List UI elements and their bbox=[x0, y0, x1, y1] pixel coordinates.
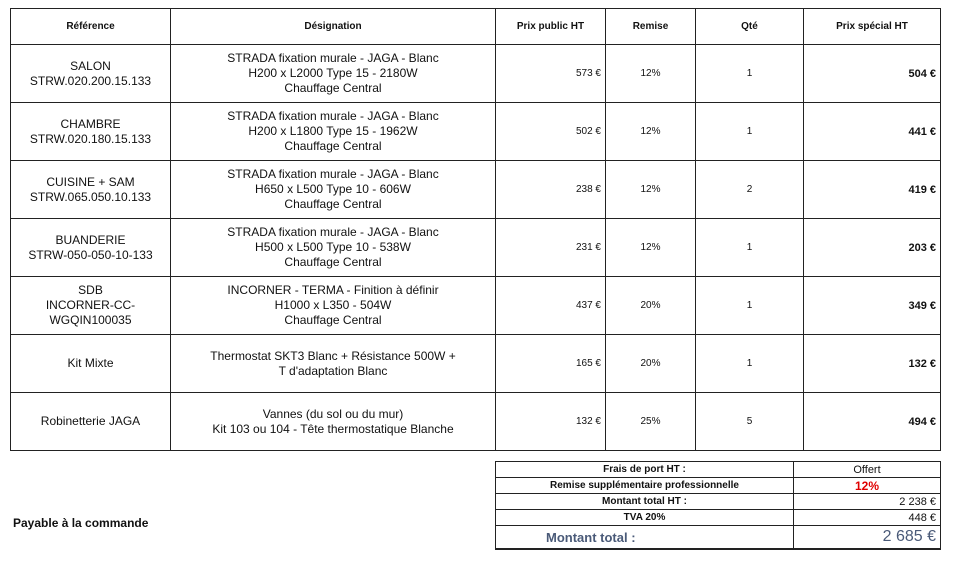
reference-cell-line: SDB bbox=[78, 283, 103, 297]
grand-total-row bbox=[496, 526, 941, 550]
special-price-cell: 504 € bbox=[804, 45, 941, 103]
extra-discount-value: 12% bbox=[794, 478, 941, 494]
totals-table bbox=[495, 461, 941, 550]
total-ht-label: Montant total HT : bbox=[496, 494, 794, 510]
reference-cell-line: INCORNER-CC- bbox=[45, 298, 136, 312]
vat-label: TVA 20% bbox=[496, 510, 794, 526]
qty-cell: 1 bbox=[696, 277, 804, 335]
table-row bbox=[11, 103, 941, 161]
table-row bbox=[11, 219, 941, 277]
designation-cell bbox=[171, 277, 496, 335]
header-qty: Qté bbox=[696, 9, 804, 45]
public-price-cell: 165 € bbox=[496, 335, 606, 393]
table-row bbox=[11, 277, 941, 335]
shipping-value: Offert bbox=[794, 462, 941, 478]
public-price-cell: 502 € bbox=[496, 103, 606, 161]
discount-cell: 20% bbox=[606, 335, 696, 393]
discount-cell: 12% bbox=[606, 103, 696, 161]
reference-cell bbox=[11, 161, 171, 219]
discount-cell: 12% bbox=[606, 45, 696, 103]
header-row bbox=[11, 9, 941, 45]
reference-cell-line: WGQIN100035 bbox=[49, 313, 132, 327]
designation-cell-line: H650 x L500 Type 10 - 606W bbox=[255, 182, 411, 196]
special-price-cell: 349 € bbox=[804, 277, 941, 335]
reference-cell-line: STRW.020.200.15.133 bbox=[29, 73, 152, 88]
designation-cell-line: H200 x L1800 Type 15 - 1962W bbox=[248, 124, 418, 138]
reference-cell-line: Kit Mixte bbox=[67, 356, 114, 370]
grand-total-label: Montant total : bbox=[496, 526, 794, 550]
vat-row bbox=[496, 510, 941, 526]
designation-cell bbox=[171, 103, 496, 161]
total-ht-value: 2 238 € bbox=[794, 494, 941, 510]
reference-cell bbox=[11, 103, 171, 161]
designation-cell-line: Chauffage Central bbox=[284, 255, 382, 269]
header-designation: Désignation bbox=[171, 9, 496, 45]
quote-body bbox=[11, 45, 941, 451]
qty-cell: 5 bbox=[696, 393, 804, 451]
payment-note: Payable à la commande bbox=[13, 516, 149, 530]
special-price-cell: 419 € bbox=[804, 161, 941, 219]
special-price-cell: 441 € bbox=[804, 103, 941, 161]
reference-cell-line: Robinetterie JAGA bbox=[40, 414, 141, 428]
table-row bbox=[11, 45, 941, 103]
designation-cell-line: Chauffage Central bbox=[284, 139, 382, 153]
reference-cell bbox=[11, 219, 171, 277]
designation-cell-line: INCORNER - TERMA - Finition à définir bbox=[227, 283, 439, 297]
designation-cell-line: STRADA fixation murale - JAGA - Blanc bbox=[227, 51, 439, 65]
reference-cell bbox=[11, 277, 171, 335]
designation-cell-line: STRADA fixation murale - JAGA - Blanc bbox=[227, 109, 439, 123]
header-discount: Remise bbox=[606, 9, 696, 45]
table-row bbox=[11, 393, 941, 451]
qty-cell: 2 bbox=[696, 161, 804, 219]
extra-discount-label: Remise supplémentaire professionnelle bbox=[496, 478, 794, 494]
header-public-price: Prix public HT bbox=[496, 9, 606, 45]
discount-cell: 20% bbox=[606, 277, 696, 335]
public-price-cell: 231 € bbox=[496, 219, 606, 277]
designation-cell bbox=[171, 45, 496, 103]
grand-total-value: 2 685 € bbox=[794, 526, 941, 550]
public-price-cell: 437 € bbox=[496, 277, 606, 335]
designation-cell-line: H1000 x L350 - 504W bbox=[274, 298, 392, 312]
qty-cell: 1 bbox=[696, 103, 804, 161]
designation-cell bbox=[171, 219, 496, 277]
designation-cell bbox=[171, 335, 496, 393]
qty-cell: 1 bbox=[696, 335, 804, 393]
discount-cell: 25% bbox=[606, 393, 696, 451]
public-price-cell: 238 € bbox=[496, 161, 606, 219]
reference-cell-line: STRW-050-050-10-133 bbox=[28, 247, 153, 262]
designation-cell-line: Kit 103 ou 104 - Tête thermostatique Blanche bbox=[212, 421, 454, 436]
designation-cell-line: T d'adaptation Blanc bbox=[278, 363, 388, 378]
quote-table bbox=[10, 8, 941, 451]
designation-cell-line: Chauffage Central bbox=[284, 81, 382, 95]
extra-discount-row bbox=[496, 478, 941, 494]
special-price-cell: 132 € bbox=[804, 335, 941, 393]
vat-value: 448 € bbox=[794, 510, 941, 526]
discount-cell: 12% bbox=[606, 219, 696, 277]
designation-cell-line: Chauffage Central bbox=[284, 197, 382, 211]
special-price-cell: 494 € bbox=[804, 393, 941, 451]
table-row bbox=[11, 161, 941, 219]
designation-cell bbox=[171, 161, 496, 219]
qty-cell: 1 bbox=[696, 219, 804, 277]
public-price-cell: 573 € bbox=[496, 45, 606, 103]
reference-cell-line: BUANDERIE bbox=[55, 232, 126, 247]
special-price-cell: 203 € bbox=[804, 219, 941, 277]
designation-cell-line: STRADA fixation murale - JAGA - Blanc bbox=[227, 167, 439, 181]
designation-cell-line: Vannes (du sol ou du mur) bbox=[262, 406, 404, 421]
reference-cell-line: CHAMBRE bbox=[60, 116, 121, 131]
designation-cell-line: Thermostat SKT3 Blanc + Résistance 500W + bbox=[210, 348, 456, 363]
reference-cell-line: STRW.020.180.15.133 bbox=[29, 131, 152, 146]
discount-cell: 12% bbox=[606, 161, 696, 219]
header-reference: Référence bbox=[11, 9, 171, 45]
reference-cell bbox=[11, 335, 171, 393]
designation-cell-line: H200 x L2000 Type 15 - 2180W bbox=[248, 66, 418, 80]
qty-cell: 1 bbox=[696, 45, 804, 103]
reference-cell-line: SALON bbox=[70, 58, 111, 73]
designation-cell-line: H500 x L500 Type 10 - 538W bbox=[255, 240, 411, 254]
shipping-row bbox=[496, 462, 941, 478]
designation-cell-line: Chauffage Central bbox=[284, 313, 382, 327]
shipping-label: Frais de port HT : bbox=[496, 462, 794, 478]
total-ht-row bbox=[496, 494, 941, 510]
header-special-price: Prix spécial HT bbox=[804, 9, 941, 45]
reference-cell bbox=[11, 393, 171, 451]
reference-cell-line: CUISINE + SAM bbox=[46, 174, 135, 189]
reference-cell bbox=[11, 45, 171, 103]
table-row bbox=[11, 335, 941, 393]
reference-cell-line: STRW.065.050.10.133 bbox=[29, 189, 152, 204]
designation-cell-line: STRADA fixation murale - JAGA - Blanc bbox=[227, 225, 439, 239]
designation-cell bbox=[171, 393, 496, 451]
public-price-cell: 132 € bbox=[496, 393, 606, 451]
